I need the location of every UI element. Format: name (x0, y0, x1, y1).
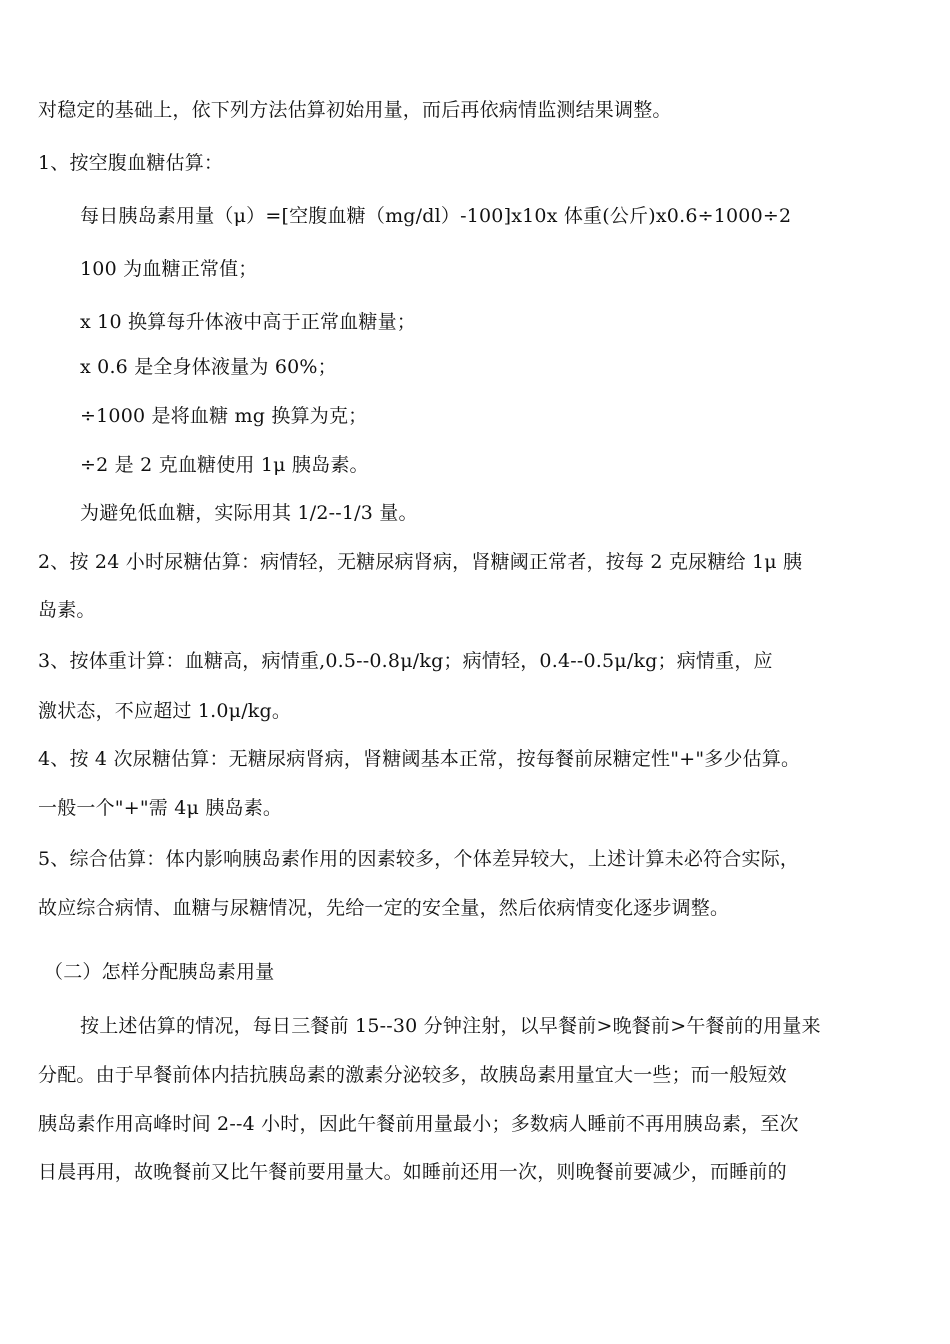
body-paragraph-line: 日晨再用，故晚餐前又比午餐前要用量大。如睡前还用一次，则晚餐前要减少，而睡前的 (38, 1161, 787, 1183)
formula-note-line: 为避免低血糖，实际用其 1/2--1/3 量。 (80, 502, 418, 524)
method-4-line: 一般一个"+"需 4μ 胰岛素。 (38, 797, 283, 819)
method-2-line: 2、按 24 小时尿糖估算：病情轻，无糖尿病肾病，肾糖阈正常者，按每 2 克尿糖给 1μ 胰 (38, 551, 803, 573)
method-4-line: 4、按 4 次尿糖估算：无糖尿病肾病，肾糖阈基本正常，按每餐前尿糖定性"+"多少估算。 (38, 748, 801, 770)
method-3-line: 激状态，不应超过 1.0μ/kg。 (38, 700, 292, 722)
method-5-line: 故应综合病情、血糖与尿糖情况，先给一定的安全量，然后依病情变化逐步调整。 (38, 897, 730, 919)
method-5-line: 5、综合估算：体内影响胰岛素作用的因素较多，个体差异较大，上述计算未必符合实际， (38, 848, 800, 870)
formula-line: 每日胰岛素用量（μ）=[空腹血糖（mg/dl）-100]x10x 体重(公斤)x0.6÷1000÷2 (80, 205, 792, 227)
formula-note-line: 100 为血糖正常值； (80, 258, 258, 280)
paragraph-intro-line: 对稳定的基础上，依下列方法估算初始用量，而后再依病情监测结果调整。 (38, 99, 672, 121)
formula-note-line: x 0.6 是全身体液量为 60%； (80, 356, 337, 378)
section-heading: （二）怎样分配胰岛素用量 (44, 961, 275, 983)
body-paragraph-line: 按上述估算的情况，每日三餐前 15--30 分钟注射，以早餐前>晚餐前>午餐前的用量来 (80, 1015, 821, 1037)
formula-note-line: ÷1000 是将血糖 mg 换算为克； (80, 405, 368, 427)
formula-note-line: ÷2 是 2 克血糖使用 1μ 胰岛素。 (80, 454, 369, 476)
method-1-heading: 1、按空腹血糖估算： (38, 152, 224, 174)
method-2-line: 岛素。 (38, 599, 96, 621)
body-paragraph-line: 分配。由于早餐前体内拮抗胰岛素的激素分泌较多，故胰岛素用量宜大一些；而一般短效 (38, 1064, 787, 1086)
body-paragraph-line: 胰岛素作用高峰时间 2--4 小时，因此午餐前用量最小；多数病人睡前不再用胰岛素，至次 (38, 1113, 799, 1135)
formula-note-line: x 10 换算每升体液中高于正常血糖量； (80, 311, 416, 333)
method-3-line: 3、按体重计算：血糖高，病情重,0.5--0.8μ/kg；病情轻，0.4--0.5μ/kg；病情重，应 (38, 650, 773, 672)
